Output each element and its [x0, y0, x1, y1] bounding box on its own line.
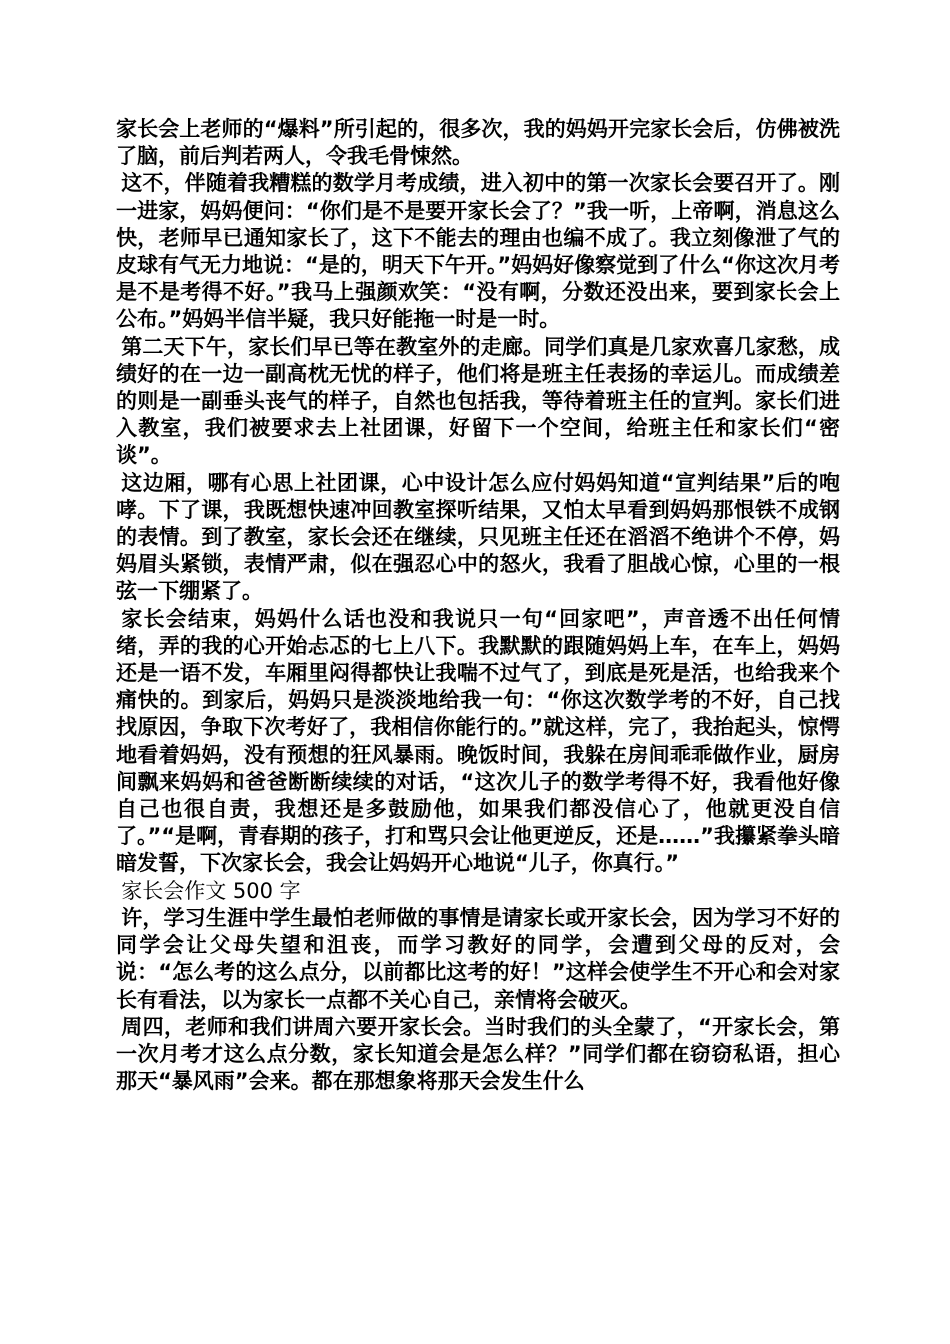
section-heading: 家长会作文 500 字	[121, 878, 301, 903]
document-page	[116, 116, 840, 1095]
paragraph-5: 家长会结束，妈妈什么话也没和我说只一句“回家吧”，声音透不出任何情绪，弄的我的心开始忐忑的七上八下。我默默的跟随妈妈上车，在车上，妈妈还是一语不发，车厢里闷得都快让我喘不过气了，到底是死是活，也给我来个痛快的。到家后，妈妈只是淡淡地给我一句：“你这次数学考的不好，自己找找原因，争取下次考好了，我相信你能行的。”就这样，完了，我抬起头，惊愕地看着妈妈，没有预想的狂风暴雨。晚饭时间，我躲在房间乖乖做作业，厨房间飘来妈妈和爸爸断断续续的对话，“这次儿子的数学考得不好，我看他好像自己也很自责，我想还是多鼓励他，如果我们都没信心了，他就更没自信了。”“是啊，青春期的孩子，打和骂只会让他更逆反，还是……”我攥紧拳头暗暗发誓，下次家长会，我会让妈妈开心地说“儿子，你真行。”	[116, 606, 840, 876]
paragraph-7: 周四，老师和我们讲周六要开家长会。当时我们的头全蒙了，“开家长会，第一次月考才这么点分数，家长知道会是怎么样？”同学们都在窃窃私语，担心那天“暴风雨”会来。都在那想象将那天会发生什么	[116, 1014, 840, 1094]
paragraph-4: 这边厢，哪有心思上社团课，心中设计怎么应付妈妈知道“宣判结果”后的咆哮。下了课，我既想快速冲回教室探听结果，又怕太早看到妈妈那恨铁不成钢的表情。到了教室，家长会还在继续，只见班主任还在滔滔不绝讲个不停，妈妈眉头紧锁，表情严肃，似在强忍心中的怒火，我看了胆战心惊，心里的一根弦一下绷紧了。	[116, 470, 840, 604]
paragraph-3: 第二天下午，家长们早已等在教室外的走廊。同学们真是几家欢喜几家愁，成绩好的在一边一副高枕无忧的样子，他们将是班主任表扬的幸运儿。而成绩差的则是一副垂头丧气的样子，自然也包括我，等待着班主任的宣判。家长们进入教室，我们被要求去上社团课，好留下一个空间，给班主任和家长们“密谈”。	[116, 334, 840, 468]
paragraph-6: 许，学习生涯中学生最怕老师做的事情是请家长或开家长会，因为学习不好的同学会让父母失望和沮丧，而学习教好的同学，会遭到父母的反对，会说：“怎么考的这么点分，以前都比这考的好！”这样会使学生不开心和会对家长有看法，以为家长一点都不关心自己，亲情将会破灭。	[116, 905, 840, 1012]
paragraph-2: 这不，伴随着我糟糕的数学月考成绩，进入初中的第一次家长会要召开了。刚一进家，妈妈便问：“你们是不是要开家长会了？”我一听，上帝啊，消息这么快，老师早已通知家长了，这下不能去的理由也编不成了。我立刻像泄了气的皮球有气无力地说：“是的，明天下午开。”妈妈好像察觉到了什么“你这次月考是不是考得不好。”我马上强颜欢笑：“没有啊，分数还没出来，要到家长会上公布。”妈妈半信半疑，我只好能拖一时是一时。	[116, 171, 840, 332]
paragraph-1: 家长会上老师的“爆料”所引起的，很多次，我的妈妈开完家长会后，仿佛被洗了脑，前后判若两人，令我毛骨悚然。	[116, 117, 840, 169]
